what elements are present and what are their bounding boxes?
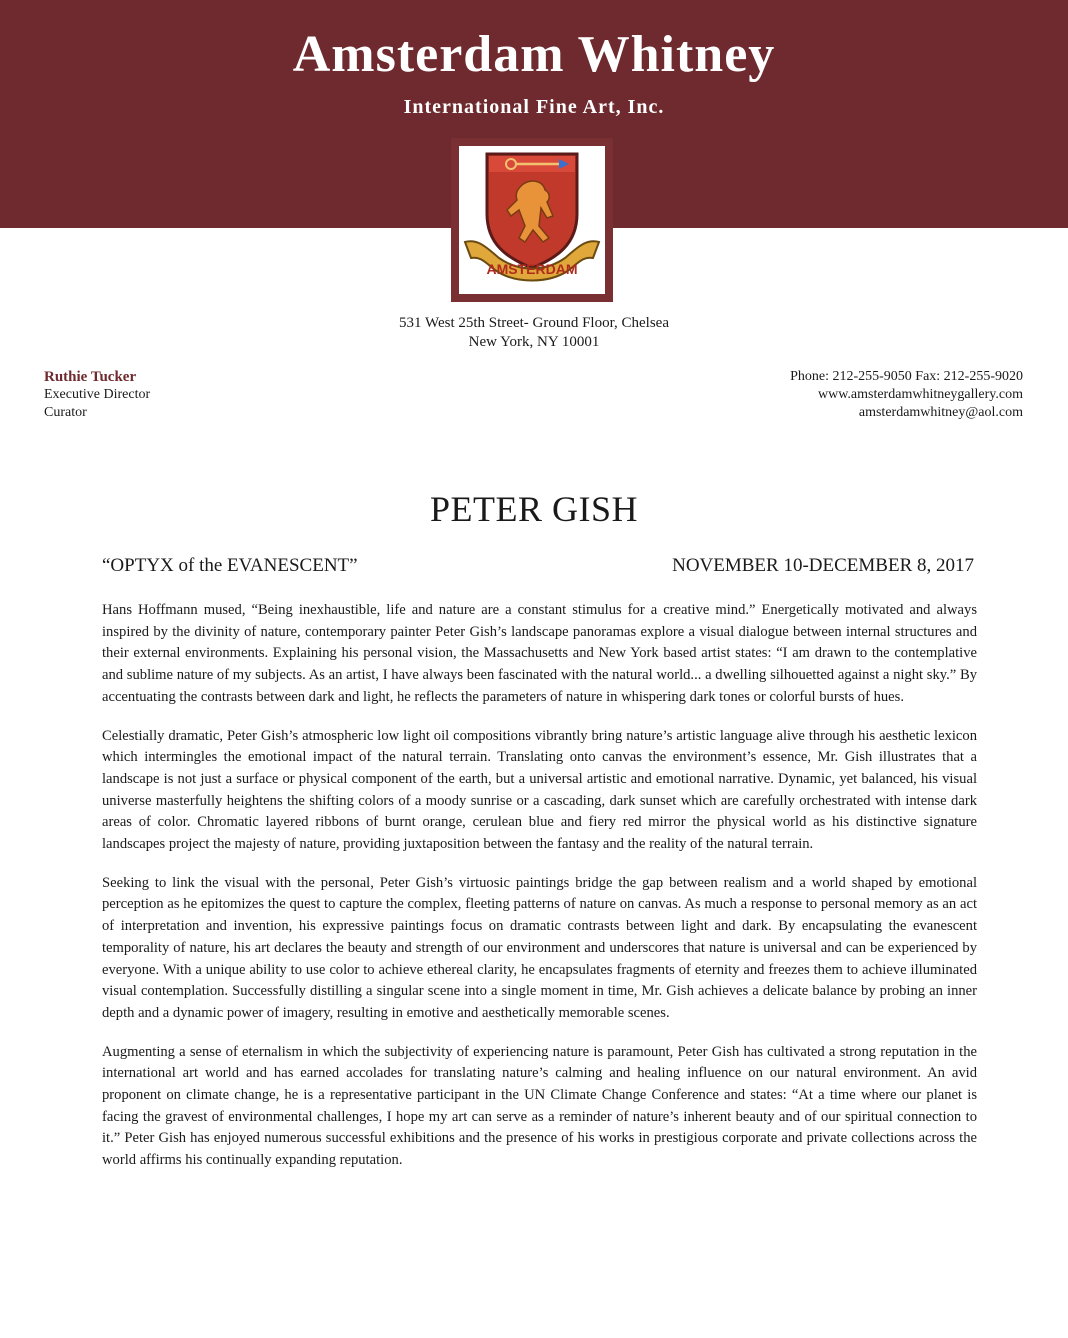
gallery-name: Amsterdam Whitney [292, 26, 776, 83]
crest-logo [451, 138, 613, 302]
crest-emblem [459, 146, 605, 294]
contact-title-1: Executive Director [44, 387, 151, 402]
paragraph: Celestially dramatic, Peter Gish’s atmospheric low light oil compositions vibrantly bring nature’s artistic language alive through his aesthetic lexicon which intermingles the emotional impact of the natural terrain. Translating onto canvas the environment’s essence, Mr. Gish illustrates that a landscape is not just a surface or physical component of the earth, but a universal artistic and emotional narrative. Dynamic, yet balanced, his visual universe masterfully heightens the shifting colors of a moody sunrise or a cascading, dark sunset which are carefully orchestrated with intense dark areas of color. Chromatic layered ribbons of burnt orange, cerulean blue and fiery red mirror the physical world as his distinctive signature landscapes project the majesty of nature, providing juxtaposition between the fantasy and the reality of the natural terrain. [102, 727, 977, 853]
contact-person [44, 368, 150, 422]
email-link[interactable]: amsterdamwhitney@aol.com [858, 405, 1023, 420]
paragraph: Hans Hoffmann mused, “Being inexhaustible, life and nature are a constant stimulus for a creative mind.” Energetically motivated and always inspired by the divinity of nature, contemporary painter Peter Gish’s landscape panoramas explore a visual dialogue between internal structures and their external environments. Explaining his personal vision, the Massachusetts and New York based artist states: “I am drawn to the contemplative and sublime nature of my subjects. As an artist, I have always been fascinated with the natural world... a dwelling silhouetted against a night sky.” By accentuating the contrasts between dark and light, he reflects the parameters of nature in whispering dark tones or colorful bursts of hues. [102, 602, 977, 705]
address-line-2: New York, NY 10001 [468, 334, 600, 350]
website-link[interactable]: www.amsterdamwhitneygallery.com [817, 387, 1023, 402]
contact-title-2: Curator [44, 405, 87, 420]
exhibition-dates: NOVEMBER 10-DECEMBER 8, 2017 [672, 555, 974, 576]
contact-info [790, 368, 1023, 422]
artist-name: PETER GISH [429, 489, 638, 529]
lion-crest-icon [459, 146, 605, 294]
gallery-address [0, 314, 1068, 352]
exhibition-title: “OPTYX of the EVANESCENT” [102, 555, 358, 576]
phone-fax: Phone: 212-255-9050 Fax: 212-255-9020 [790, 369, 1023, 384]
gallery-subtitle: International Fine Art, Inc. [403, 96, 665, 118]
press-release-body [102, 600, 977, 1189]
contact-name: Ruthie Tucker [44, 369, 137, 385]
address-line-1: 531 West 25th Street- Ground Floor, Chelsea [399, 315, 669, 331]
paragraph: Seeking to link the visual with the personal, Peter Gish’s virtuosic paintings bridge the gap between realism and a world shaped by emotional perception as he epitomizes the quest to capture the complex, fleeting patterns of nature on canvas. As much a response to personal memory as an act of interpretation and invention, his expressive paintings focus on dramatic contrasts between light and dark. By encapsulating the evanescent temporality of nature, his art declares the beauty and strength of our environment and underscores that nature is universal and can be experienced by everyone. With a unique ability to use color to achieve ethereal clarity, he encapsulates fragments of eternity and freezes them to achieve illuminated visual contemplation. Successfully distilling a singular scene into a single moment in time, Mr. Gish achieves a delicate balance by probing an inner depth and a dynamic power of imagery, resulting in emotive and aesthetically memorable scenes. [102, 874, 977, 1021]
crest-banner-text: AMSTERDAM [486, 261, 578, 277]
paragraph: Augmenting a sense of eternalism in which the subjectivity of experiencing nature is paramount, Peter Gish has cultivated a strong reputation in the international art world and has earned accolades for translating nature’s calming and healing influence on our natural environment. An avid proponent on climate change, he is a representative participant in the UN Climate Change Conference and states: “At a time where our planet is facing the gravest of environmental challenges, I hope my art can serve as a reminder of nature’s inherent beauty and of our spiritual connection to it.” Peter Gish has enjoyed numerous successful exhibitions and the presence of his works in prestigious corporate and private collections across the world affirms his continually expanding reputation. [102, 1043, 977, 1169]
